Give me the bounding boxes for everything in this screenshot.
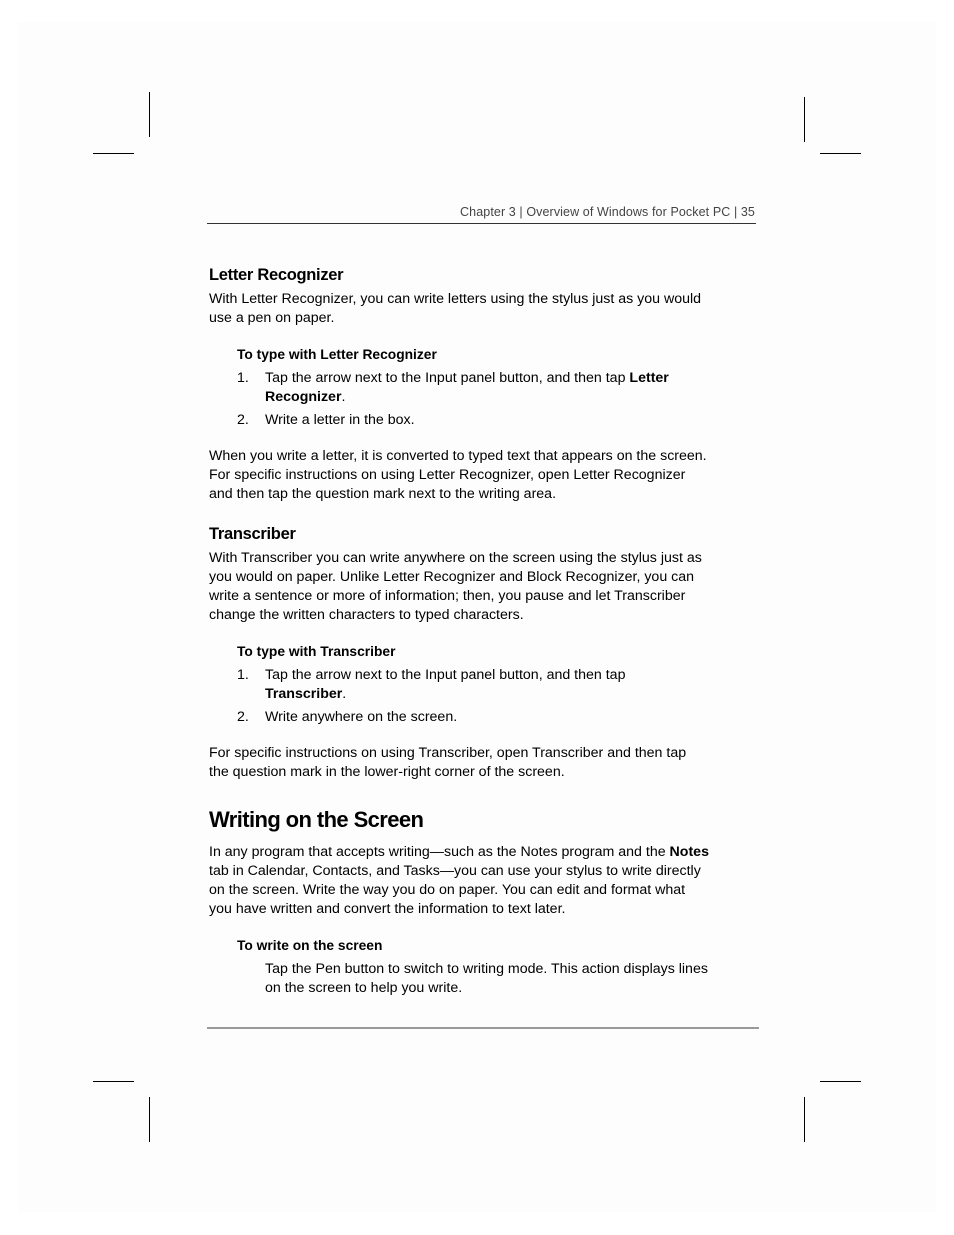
step-text-end: .	[341, 389, 346, 405]
crop-mark-top-right-vertical	[804, 97, 805, 142]
step-number: 1.	[237, 667, 249, 683]
writing-procedure-title: To write on the screen	[237, 938, 383, 953]
letter-recognizer-heading: Letter Recognizer	[209, 266, 344, 284]
step-text-end: .	[342, 686, 347, 702]
list-item	[209, 411, 709, 430]
crop-mark-top-right-horizontal	[820, 153, 861, 154]
list-item	[209, 708, 709, 727]
writing-intro-end: tab in Calendar, Contacts, and Tasks—you can use your stylus to write directly on the screen. Write the way you do on paper. You can edit and format what you have written and convert the information to text later.	[209, 863, 701, 917]
transcriber-procedure-title: To type with Transcriber	[237, 644, 396, 659]
step-text: Write anywhere on the screen.	[265, 709, 458, 725]
writing-intro	[209, 843, 709, 919]
transcriber-outro: For specific instructions on using Transcriber, open Transcriber and then tap the question mark in the lower-right corner of the screen.	[209, 745, 687, 780]
step-text: Write a letter in the box.	[265, 412, 415, 428]
letter-recognizer-steps	[209, 369, 709, 430]
transcriber-intro: With Transcriber you can write anywhere on the screen using the stylus just as you would on paper. Unlike Letter Recognizer and Block Recognizer, you can write a sentence or more of information; then, you pause and let Transcriber change the written characters to typed characters.	[209, 550, 702, 623]
page-content	[209, 266, 709, 1011]
writing-section-heading: Writing on the Screen	[209, 807, 424, 832]
footer-rule	[207, 1027, 759, 1029]
step-number: 2.	[237, 412, 249, 428]
writing-instruction: Tap the Pen button to switch to writing mode. This action displays lines on the screen to help you write.	[265, 961, 708, 996]
letter-recognizer-procedure-title: To type with Letter Recognizer	[237, 347, 437, 362]
crop-mark-bottom-left-horizontal	[93, 1081, 134, 1082]
crop-mark-bottom-right-vertical	[804, 1097, 805, 1142]
step-text: Tap the arrow next to the Input panel button, and then tap	[265, 667, 626, 683]
step-bold-term: Transcriber	[265, 686, 343, 702]
letter-recognizer-intro: With Letter Recognizer, you can write letters using the stylus just as you would use a pen on paper.	[209, 291, 702, 326]
writing-intro-start: In any program that accepts writing—such as the Notes program and the	[209, 844, 670, 860]
crop-mark-top-left-vertical	[149, 92, 150, 137]
step-number: 1.	[237, 370, 249, 386]
crop-mark-bottom-left-vertical	[149, 1097, 150, 1142]
step-bold-term: Letter Recognizer	[265, 370, 669, 405]
header-rule	[207, 223, 756, 224]
step-text: Tap the arrow next to the Input panel button, and then tap	[265, 370, 630, 386]
list-item	[209, 666, 709, 704]
step-number: 2.	[237, 709, 249, 725]
notes-tab-term: Notes	[669, 844, 709, 860]
letter-recognizer-outro: When you write a letter, it is converted to typed text that appears on the screen. For specific instructions on using Letter Recognizer, open Letter Recognizer and then tap the question mark next to the writing area.	[209, 448, 707, 502]
transcriber-heading: Transcriber	[209, 525, 296, 543]
crop-mark-bottom-right-horizontal	[820, 1081, 861, 1082]
list-item	[209, 369, 709, 407]
running-header: Chapter 3 | Overview of Windows for Pocket PC | 35	[460, 205, 755, 219]
crop-mark-top-left-horizontal	[93, 153, 134, 154]
transcriber-steps	[209, 666, 709, 727]
